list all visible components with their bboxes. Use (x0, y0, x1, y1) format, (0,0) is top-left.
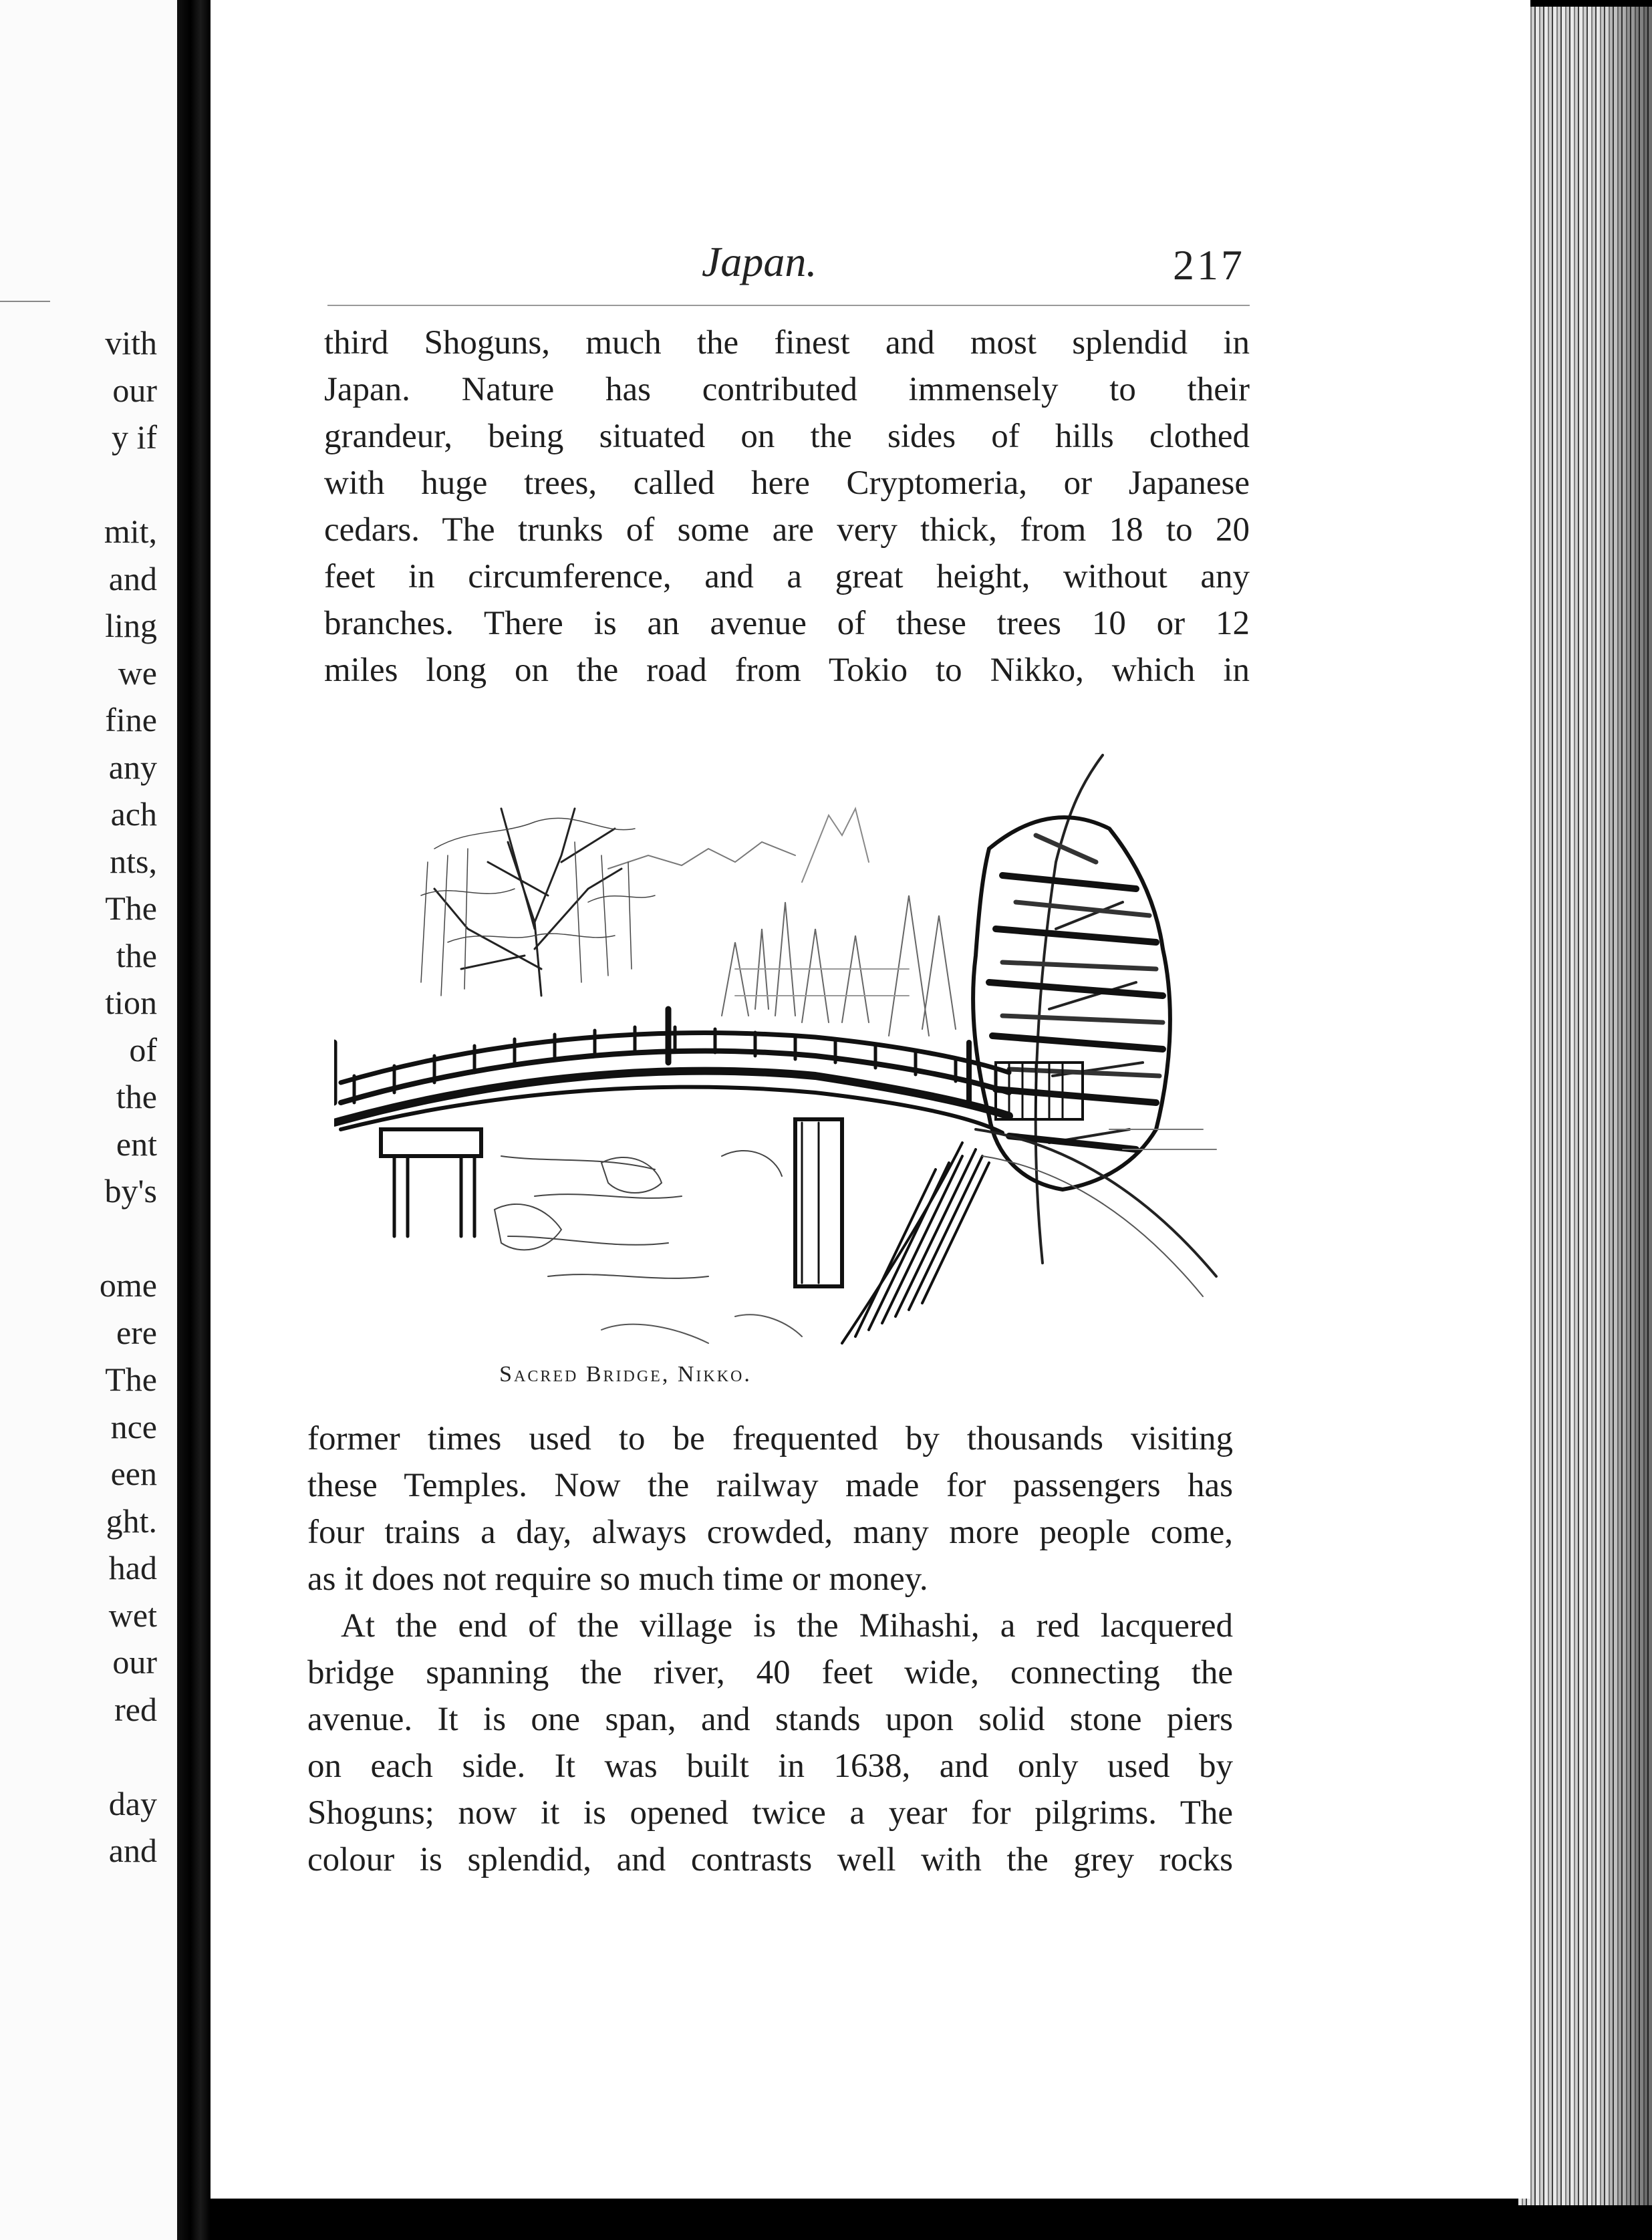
figure-caption (0, 1362, 1652, 1387)
facing-page (0, 0, 177, 2240)
facing-line: nce (110, 1407, 157, 1445)
facing-line: the (116, 936, 157, 974)
text-line: feet in circumference, and a great height, without any (324, 558, 1250, 595)
text-line: miles long on the road from Tokio to Nikko, which in (324, 652, 1250, 689)
facing-line: y if (111, 418, 157, 456)
facing-line: ach (110, 795, 157, 833)
header-rule (327, 305, 1250, 306)
page-edges (1518, 7, 1652, 2205)
text-line: former times used to be frequented by thousands visiting (307, 1420, 1233, 1457)
facing-line: by's (104, 1172, 157, 1210)
facing-line: nts, (110, 842, 157, 880)
page-number: 217 (1173, 241, 1245, 289)
facing-line: any (108, 748, 157, 786)
facing-line: our (112, 1643, 157, 1681)
facing-line (23, 461, 157, 509)
facing-line: ght. (106, 1502, 157, 1540)
text-line: colour is splendid, and contrasts well with the grey rocks (307, 1841, 1233, 1878)
facing-line: ere (116, 1313, 157, 1351)
text-line: third Shoguns, much the finest and most splendid in (324, 324, 1250, 362)
facing-line: and (108, 559, 157, 597)
facing-page-text (23, 319, 157, 1874)
facing-line: had (108, 1549, 157, 1586)
facing-line: tion (105, 984, 157, 1021)
running-head: Japan. (702, 238, 817, 285)
text-line: Japan. Nature has contributed immensely to their (324, 371, 1250, 408)
facing-line: ome (99, 1266, 157, 1304)
facing-line: we (118, 654, 157, 692)
text-line: cedars. The trunks of some are very thick, from 18 to 20 (324, 511, 1250, 549)
text-line: on each side. It was built in 1638, and only used by (307, 1747, 1233, 1785)
body-text-top (324, 319, 1250, 694)
facing-line: The (105, 889, 157, 927)
facing-line: vith (105, 324, 157, 362)
facing-line: fine (105, 701, 157, 738)
facing-line: the (116, 1078, 157, 1115)
book-gutter (177, 0, 211, 2240)
text-line: At the end of the village is the Mihashi, a red lacquered (341, 1607, 1233, 1645)
facing-line: our (112, 371, 157, 409)
text-line: these Temples. Now the railway made for passengers has (307, 1467, 1233, 1504)
text-line: bridge spanning the river, 40 feet wide, connecting the (307, 1654, 1233, 1691)
facing-line: ent (116, 1125, 157, 1163)
text-line: branches. There is an avenue of these trees 10 or 12 (324, 605, 1250, 642)
caption-text: Sacred Bridge, Nikko. (499, 1362, 752, 1387)
facing-line: and (108, 1832, 157, 1869)
facing-line: The (105, 1361, 157, 1398)
body-text-bottom (307, 1415, 1233, 1883)
facing-page-rule (0, 301, 50, 302)
facing-line: mit, (104, 513, 157, 550)
facing-line: day (108, 1784, 157, 1822)
facing-line: of (129, 1030, 157, 1069)
text-line: avenue. It is one span, and stands upon solid stone piers (307, 1701, 1233, 1738)
text-line: with huge trees, called here Cryptomeria, or Japanese (324, 464, 1250, 502)
sacred-bridge-illustration (334, 728, 1230, 1357)
facing-line (23, 1733, 157, 1780)
facing-line (23, 1215, 157, 1262)
text-line: Shoguns; now it is opened twice a year for pilgrims. The (307, 1794, 1233, 1832)
facing-line: een (110, 1455, 157, 1492)
facing-line: ling (105, 607, 157, 644)
facing-line: red (114, 1690, 157, 1728)
text-line: grandeur, being situated on the sides of hills clothed (324, 418, 1250, 455)
text-line: as it does not require so much time or money. (307, 1560, 928, 1598)
facing-line: wet (108, 1596, 157, 1634)
text-line: four trains a day, always crowded, many more people come, (307, 1514, 1233, 1551)
